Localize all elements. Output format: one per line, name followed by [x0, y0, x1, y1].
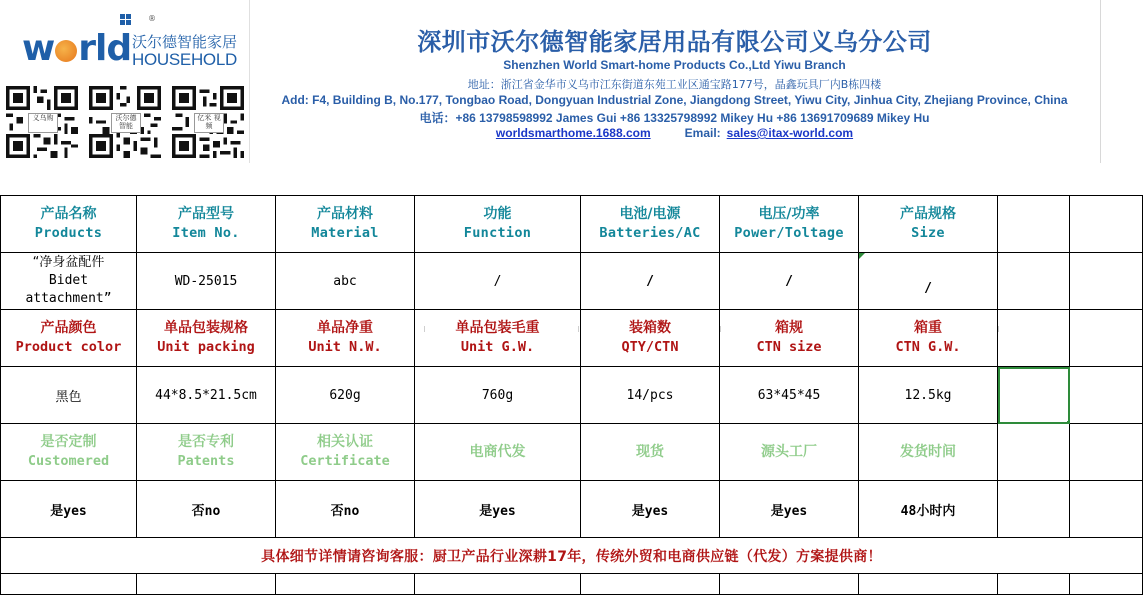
- header-cell-power[interactable]: 电压/功率 Power/Toltage: [720, 196, 859, 253]
- header-cell-products[interactable]: 产品名称 Products: [1, 196, 137, 253]
- header-cell-ctn-gw[interactable]: 箱重 CTN G.W.: [859, 310, 998, 367]
- email-label: Email:: [684, 126, 721, 140]
- empty-cell[interactable]: [1070, 574, 1143, 595]
- empty-cell[interactable]: [1070, 253, 1143, 310]
- email-link[interactable]: sales@itax-world.com: [726, 126, 854, 140]
- header-cell-qty-ctn[interactable]: 装箱数 QTY/CTN: [581, 310, 720, 367]
- header-cell-ctn-size[interactable]: 箱规 CTN size: [720, 310, 859, 367]
- qr-label: 亿米 视频: [194, 113, 224, 133]
- selected-cell[interactable]: [998, 367, 1070, 424]
- empty-cell[interactable]: [1070, 481, 1143, 538]
- table-header-row-3: [1, 424, 1143, 481]
- logo-registered-mark: ®: [148, 14, 156, 23]
- header-cell-unit-gw[interactable]: 单品包装毛重 Unit G.W.: [415, 310, 581, 367]
- header-cell-customized[interactable]: 是否定制 Customered: [1, 424, 137, 481]
- empty-cell[interactable]: [859, 574, 998, 595]
- phone-numbers: 电话：+86 13798598992 James Gui +86 13325798992 Mikey Hu +86 13691709689 Mikey Hu: [419, 111, 930, 125]
- company-name-english: Shenzhen World Smart-home Products Co.,Ltd Yiwu Branch: [503, 58, 846, 72]
- table-header-row-1: [1, 196, 1143, 253]
- cell-shipping-time[interactable]: 48小时内: [859, 481, 998, 538]
- header-cell-certificate[interactable]: 相关认证 Certificate: [276, 424, 415, 481]
- empty-cell[interactable]: [415, 574, 581, 595]
- empty-cell[interactable]: [1070, 367, 1143, 424]
- empty-cell[interactable]: [998, 481, 1070, 538]
- table-row-packing-values: [1, 367, 1143, 424]
- empty-cell[interactable]: [1070, 310, 1143, 367]
- cell-product-name[interactable]: “净身盆配件 Bidet attachment”: [1, 253, 137, 310]
- qr-code-world-smart: [89, 86, 161, 158]
- comment-marker-icon: [859, 253, 865, 259]
- empty-cell[interactable]: [998, 574, 1070, 595]
- cell-unit-packing[interactable]: 44*8.5*21.5cm: [137, 367, 276, 424]
- fill-handle[interactable]: [1067, 421, 1070, 424]
- table-footer-row: [1, 538, 1143, 574]
- header-cell-item-no[interactable]: 产品型号 Item No.: [137, 196, 276, 253]
- cell-in-stock[interactable]: 是yes: [581, 481, 720, 538]
- cell-ctn-gw[interactable]: 12.5kg: [859, 367, 998, 424]
- empty-cell[interactable]: [720, 574, 859, 595]
- qr-label: 义乌购: [28, 113, 58, 133]
- cell-battery[interactable]: /: [581, 253, 720, 310]
- empty-cell[interactable]: [1070, 196, 1143, 253]
- header-cell-source-factory[interactable]: 源头工厂: [720, 424, 859, 481]
- cell-size[interactable]: /: [859, 253, 998, 310]
- header-cell-ecommerce-dropship[interactable]: 电商代发: [415, 424, 581, 481]
- logo-household-text: HOUSEHOLD: [132, 50, 237, 69]
- empty-cell[interactable]: [1070, 424, 1143, 481]
- header-cell-shipping-time[interactable]: 发货时间: [859, 424, 998, 481]
- logo-chinese-text: 沃尔德智能家居: [132, 33, 238, 51]
- table-partial-row: [1, 574, 1143, 595]
- empty-cell[interactable]: [998, 310, 1070, 367]
- logo-section: [0, 0, 250, 163]
- header-cell-patents[interactable]: 是否专利 Patents: [137, 424, 276, 481]
- website-link[interactable]: worldsmarthome.1688.com: [495, 126, 651, 140]
- empty-cell[interactable]: [998, 253, 1070, 310]
- cell-qty-ctn[interactable]: 14/pcs: [581, 367, 720, 424]
- header-cell-function[interactable]: 功能 Function: [415, 196, 581, 253]
- empty-cell[interactable]: [1, 574, 137, 595]
- cell-product-color[interactable]: 黑色: [1, 367, 137, 424]
- footer-notice[interactable]: 具体细节详情请咨询客服：厨卫产品行业深耕17年，传统外贸和电商供应链（代发）方案提供商！: [1, 538, 1143, 574]
- company-name-chinese: 深圳市沃尔德智能家居用品有限公司义乌分公司: [417, 28, 932, 56]
- logo-wordmark: w rld: [22, 28, 132, 69]
- qr-code-yiwugou: [6, 86, 78, 158]
- table-row-service-values: [1, 481, 1143, 538]
- empty-cell[interactable]: [998, 424, 1070, 481]
- cell-customized[interactable]: 是yes: [1, 481, 137, 538]
- cell-unit-gw[interactable]: 760g: [415, 367, 581, 424]
- header-cell-unit-nw[interactable]: 单品净重 Unit N.W.: [276, 310, 415, 367]
- qr-code-yimi-video: [172, 86, 244, 158]
- header-banner: [0, 0, 1101, 163]
- empty-cell[interactable]: [276, 574, 415, 595]
- header-cell-unit-packing[interactable]: 单品包装规格 Unit packing: [137, 310, 276, 367]
- cell-certificate[interactable]: 否no: [276, 481, 415, 538]
- header-cell-material[interactable]: 产品材料 Material: [276, 196, 415, 253]
- table-header-row-2: [1, 310, 1143, 367]
- cell-power[interactable]: /: [720, 253, 859, 310]
- cell-ecommerce-dropship[interactable]: 是yes: [415, 481, 581, 538]
- product-spec-table: [0, 195, 1143, 595]
- cell-source-factory[interactable]: 是yes: [720, 481, 859, 538]
- table-row-product-values: [1, 253, 1143, 310]
- cell-material[interactable]: abc: [276, 253, 415, 310]
- address-english: Add: F4, Building B, No.177, Tongbao Road, Dongyuan Industrial Zone, Jiangdong Street, Yiwu City, Jinhua City, Zhejiang Province, China: [281, 93, 1068, 107]
- contact-links: [249, 126, 1100, 140]
- cell-patents[interactable]: 否no: [137, 481, 276, 538]
- logo-grid-icon: [120, 14, 132, 26]
- empty-cell[interactable]: [137, 574, 276, 595]
- cell-function[interactable]: /: [415, 253, 581, 310]
- header-cell-product-color[interactable]: 产品颜色 Product color: [1, 310, 137, 367]
- cell-unit-nw[interactable]: 620g: [276, 367, 415, 424]
- empty-cell[interactable]: [581, 574, 720, 595]
- header-cell-in-stock[interactable]: 现货: [581, 424, 720, 481]
- cell-item-no[interactable]: WD-25015: [137, 253, 276, 310]
- address-chinese: 地址：浙江省金华市义乌市江东街道东苑工业区通宝路177号，晶鑫玩具厂内B栋四楼: [467, 78, 882, 91]
- empty-spreadsheet-row: [0, 163, 1143, 195]
- header-cell-batteries[interactable]: 电池/电源 Batteries/AC: [581, 196, 720, 253]
- qr-label: 沃尔德 智能: [111, 113, 141, 133]
- company-logo: [20, 14, 240, 70]
- header-cell-size[interactable]: 产品规格 Size: [859, 196, 998, 253]
- empty-cell[interactable]: [998, 196, 1070, 253]
- cell-ctn-size[interactable]: 63*45*45: [720, 367, 859, 424]
